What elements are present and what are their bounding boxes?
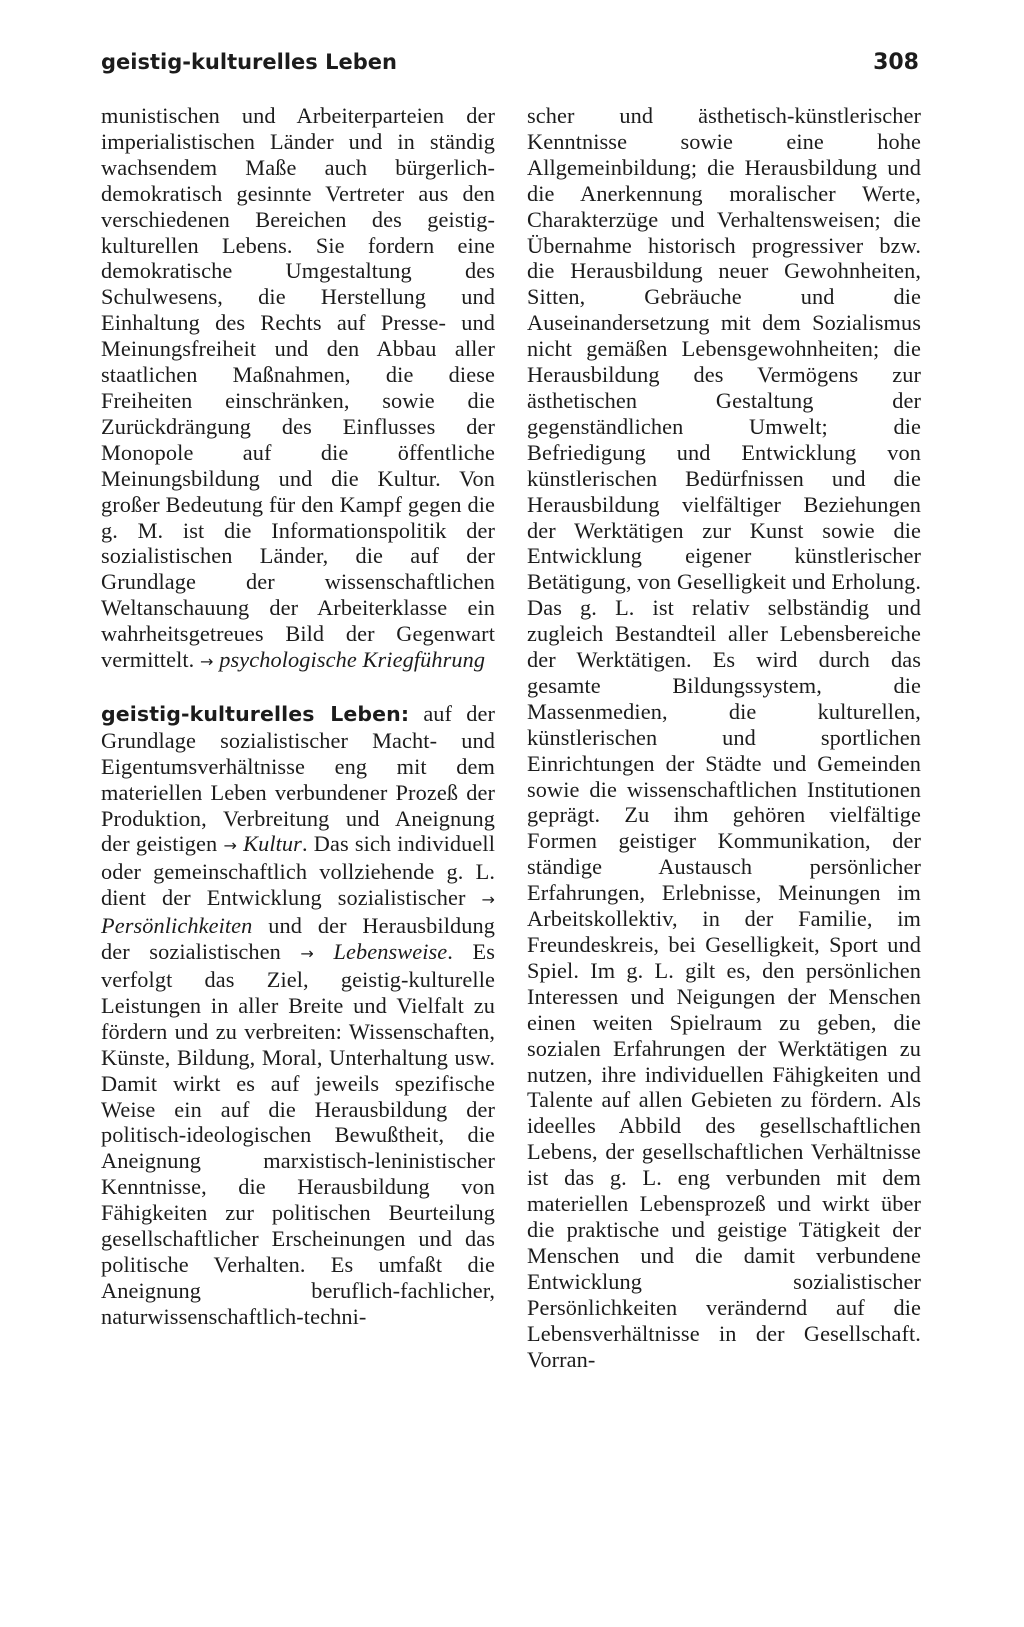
continuation-paragraph: [101, 103, 495, 675]
right-column: [527, 103, 921, 1372]
cross-reference-arrow-icon: →: [481, 890, 495, 910]
dictionary-entry: [101, 701, 495, 1330]
page-number: 308: [873, 50, 919, 75]
entry-text: . Es verfolgt das Ziel, geistig-kulturelle Leistungen in aller Breite und Vielfalt zu fördern und zu verbreiten: Wissenschaften, Künste, Bildung, Moral, Unterhaltung usw. Damit wirkt es auf jeweils spezifische Weise ein auf die Herausbildung der politisch-ideologischen Bewußtheit, die Aneignung marxistisch-leninistischer Kenntnisse, die Herausbildung von Fähigkeiten zur politischen Beurteilung gesellschaftlicher Erscheinungen und das politische Verhalten. Es umfaßt die Aneignung beruflich-fachlicher, naturwissenschaftlich-techni-: [101, 939, 495, 1329]
entry-lemma: geistig-kulturelles Leben:: [101, 701, 410, 726]
continuation-text: munistischen und Arbeiterparteien der imperialistischen Länder und in ständig wachsendem Maße auch bürgerlich-demokratisch gesinnte Vertreter aus den verschiedenen Bereichen des geistig-kulturellen Lebens. Sie fordern eine demokratische Umgestaltung des Schulwesens, die Herstellung und Einhaltung des Rechts auf Presse- und Meinungsfreiheit und den Abbau aller staatlichen Maßnahmen, die diese Freiheiten einschränken, sowie die Zurückdrängung des Einflusses der Monopole auf die öffentliche Meinungsbildung und die Kultur. Von großer Bedeutung für den Kampf gegen die g. M. ist die Informationspolitik der sozialistischen Länder, die auf der Grundlage der wissenschaftlichen Weltanschauung der Arbeiterklasse ein wahrheitsgetreues Bild der Gegenwart vermittelt.: [101, 103, 495, 673]
running-head-title: geistig-kulturelles Leben: [101, 50, 397, 74]
left-column: [101, 103, 495, 1330]
cross-reference-arrow-icon: →: [223, 836, 237, 856]
cross-reference-arrow-icon: →: [200, 652, 214, 672]
cross-reference-link[interactable]: psychologische Kriegführung: [219, 647, 486, 673]
cross-reference-arrow-icon: →: [300, 944, 314, 964]
running-header: [101, 50, 919, 86]
entry-text: . Das sich individuell oder gemeinschaftlich vollziehende g. L. dient der Entwicklung sozialistischer: [101, 831, 495, 911]
entry-text: und der Herausbildung der sozialistischen: [101, 913, 495, 965]
cross-reference-link[interactable]: Persönlichkeiten: [101, 913, 253, 939]
entry-continuation-paragraph: scher und ästhetisch-künstlerischer Kenntnisse sowie eine hohe Allgemeinbildung; die Herausbildung und die Anerkennung moralischer Werte, Charakterzüge und Verhaltensweisen; die Übernahme historisch progressiver bzw. die Herausbildung neuer Gewohnheiten, Sitten, Gebräuche und die Auseinandersetzung mit dem Sozialismus nicht gemäßen Lebensgewohnheiten; die Herausbildung des Vermögens zur ästhetischen Gestaltung der gegenständlichen Umwelt; die Befriedigung und Entwicklung von künstlerischen Bedürfnissen und die Herausbildung vielfältiger Beziehungen der Werktätigen zur Kunst sowie die Entwicklung eigener künstlerischer Betätigung, von Geselligkeit und Erholung. Das g. L. ist relativ selbständig und zugleich Bestandteil aller Lebensbereiche der Werktätigen. Es wird durch das gesamte Bildungssystem, die Massenmedien, die kulturellen, künstlerischen und sportlichen Einrichtungen der Städte und Gemeinden sowie die wissenschaftlichen Institutionen geprägt. Zu ihm gehören vielfältige Formen geistiger Kommunikation, der ständige Austausch persönlicher Erfahrungen, Erlebnisse, Meinungen im Arbeitskollektiv, in der Familie, im Freundeskreis, bei Geselligkeit, Sport und Spiel. Im g. L. gilt es, den persönlichen Interessen und Neigungen der Menschen einen weiten Spielraum zu geben, die sozialen Erfahrungen der Werktätigen zu nutzen, ihre individuellen Fähigkeiten und Talente auf allen Gebieten zu fördern. Als ideelles Abbild des gesellschaftlichen Lebens, der gesellschaftlichen Verhältnisse ist das g. L. eng verbunden mit dem materiellen Lebensprozeß und wirkt über die praktische und geistige Tätigkeit der Menschen und die damit verbundene Entwicklung sozialistischer Persönlichkeiten verändernd auf die Lebensverhältnisse in der Gesellschaft. Vorran-: [527, 103, 921, 1372]
entry-text: auf der Grundlage sozialistischer Macht- und Eigentumsverhältnisse eng mit dem materiellen Leben verbundener Prozeß der Produktion, Verbreitung und Aneignung der geistigen: [101, 700, 495, 857]
cross-reference-link[interactable]: Kultur: [243, 831, 302, 857]
cross-reference-link[interactable]: Lebensweise: [333, 939, 448, 965]
